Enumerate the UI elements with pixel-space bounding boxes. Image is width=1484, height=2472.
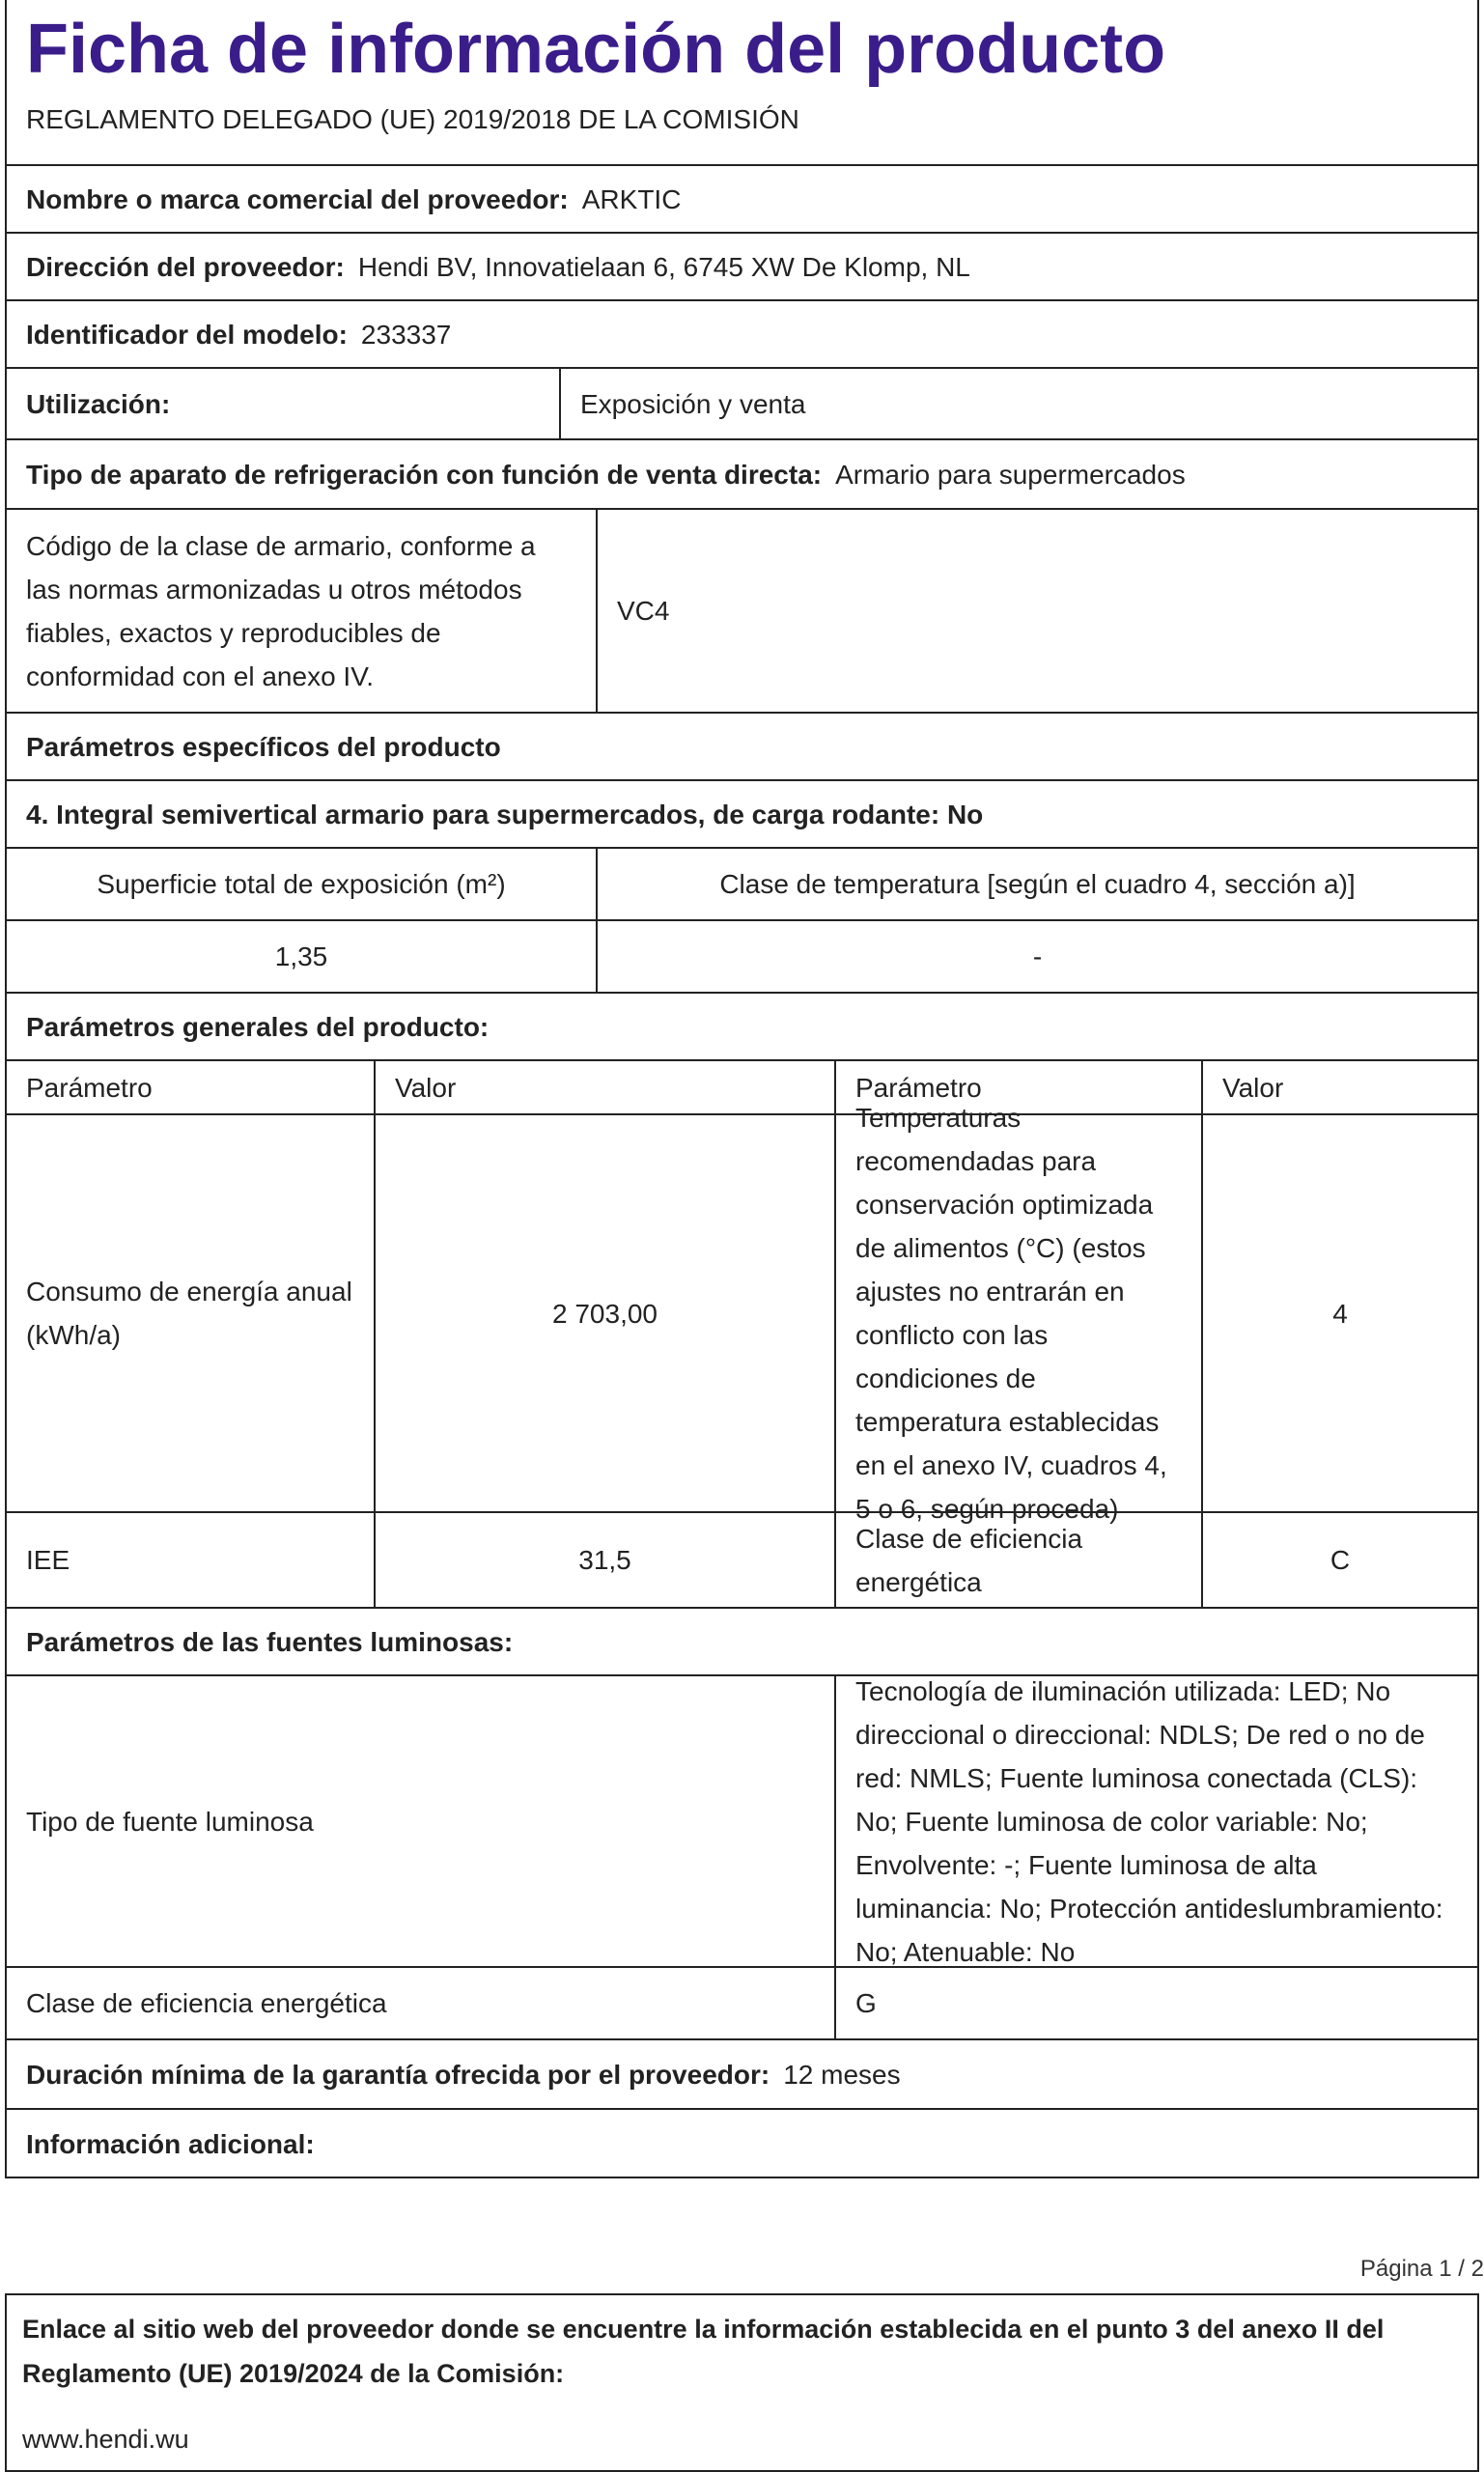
use-value: Exposición y venta <box>559 369 1477 438</box>
light-energy-class-label: Clase de eficiencia energética <box>26 1988 387 2018</box>
model-id-label: Identificador del modelo: <box>26 319 348 350</box>
general-params-heading: Parámetros generales del producto: <box>26 1011 490 1042</box>
specific-category-row <box>7 781 1477 849</box>
supplier-name-label: Nombre o marca comercial del proveedor: <box>26 183 569 214</box>
value-header: Valor <box>374 1061 834 1113</box>
model-id-row <box>7 301 1477 369</box>
energy-class-value: C <box>1201 1513 1477 1607</box>
regulation-reference: REGLAMENTO DELEGADO (UE) 2019/2018 DE LA COMISIÓN <box>26 104 799 134</box>
use-label: Utilización: <box>26 388 171 419</box>
parameter-header: Parámetro <box>834 1061 1201 1113</box>
appliance-type-value: Armario para supermercados <box>835 459 1186 490</box>
specific-params-heading: Parámetros específicos del producto <box>26 731 501 762</box>
supplier-website-text: Enlace al sitio web del proveedor donde se encuentre la información establecida en el punto 3 del anexo II del Reglamento (UE) 2019/2024 de la Comisión: <box>22 2315 1385 2388</box>
recommended-temperature-value: 4 <box>1201 1115 1477 1511</box>
specific-category: 4. Integral semivertical armario para supermercados, de carga rodante: No <box>26 799 984 829</box>
energy-class-label: Clase de eficiencia energética <box>834 1513 1201 1607</box>
light-source-type-row <box>7 1676 1477 1968</box>
page-title: Ficha de información del producto <box>26 11 1166 88</box>
recommended-temperature-label: Temperaturas recomendadas para conservación optimizada de alimentos (°C) (estos ajustes no entrarán en conflicto con las condiciones de temperatura establecidas en el anexo IV, cuadros 4, 5 o 6, según proceda) <box>834 1115 1201 1511</box>
cabinet-class-row <box>7 510 1477 714</box>
supplier-address-value: Hendi BV, Innovatielaan 6, 6745 XW De Klomp, NL <box>357 251 970 282</box>
value-header: Valor <box>1201 1061 1477 1113</box>
general-params-heading-row <box>7 994 1477 1061</box>
temperature-class-header: Clase de temperatura [según el cuadro 4, sección a)] <box>596 849 1477 919</box>
cabinet-class-label: Código de la clase de armario, conforme a las normas armonizadas u otros métodos fiables, exactos y reproducibles de conformidad con el anexo IV. <box>26 530 536 691</box>
additional-info-row <box>7 2110 1477 2178</box>
energy-consumption-value: 2 703,00 <box>374 1115 834 1511</box>
page-number: Página 1 / 2 <box>1359 2256 1484 2282</box>
cabinet-class-value: VC4 <box>596 510 1477 712</box>
energy-consumption-label: Consumo de energía anual (kWh/a) <box>26 1277 352 1350</box>
table-row <box>7 1103 1477 1524</box>
product-information-sheet <box>5 0 1479 2178</box>
header-block <box>7 0 1477 166</box>
eei-value: 31,5 <box>374 1513 834 1607</box>
warranty-row <box>7 2040 1477 2110</box>
specific-header-row <box>7 849 1477 921</box>
parameter-header: Parámetro <box>26 1072 153 1103</box>
supplier-name-row <box>7 166 1477 234</box>
model-id-value: 233337 <box>360 319 452 350</box>
additional-info-label: Información adicional: <box>26 2129 315 2159</box>
specific-params-heading-row <box>7 714 1477 781</box>
table-row <box>7 1513 1477 1609</box>
use-row <box>7 369 1477 440</box>
light-energy-class-row <box>7 1968 1477 2040</box>
appliance-type-label: Tipo de aparato de refrigeración con función de venta directa: <box>26 459 823 490</box>
light-source-type-value: Tecnología de iluminación utilizada: LED; No direccional o direccional: NDLS; De red o no de red: NMLS; Fuente luminosa conectada (CLS): No; Fuente luminosa de color variable: No; Envolvente: -; Fuente luminosa de alta luminancia: No; Protección antideslumbramiento: No; Atenuable: No <box>834 1676 1477 1966</box>
appliance-type-row <box>7 440 1477 510</box>
light-params-heading-row <box>7 1609 1477 1676</box>
warranty-value: 12 meses <box>783 2059 901 2090</box>
light-source-type-label: Tipo de fuente luminosa <box>26 1806 314 1837</box>
eei-label: IEE <box>26 1545 70 1575</box>
display-area-value: 1,35 <box>274 941 328 971</box>
light-energy-class-value: G <box>834 1968 1477 2038</box>
supplier-address-row <box>7 234 1477 301</box>
supplier-name-value: ARKTIC <box>581 183 682 214</box>
footer-box <box>5 2293 1479 2472</box>
specific-value-row <box>7 921 1477 994</box>
temperature-class-value: - <box>596 921 1477 992</box>
general-params-header-row <box>7 1061 1477 1115</box>
supplier-address-label: Dirección del proveedor: <box>26 251 345 282</box>
display-area-header: Superficie total de exposición (m²) <box>97 869 506 899</box>
supplier-website-link[interactable]: www.hendi.wu <box>22 2425 189 2454</box>
warranty-label: Duración mínima de la garantía ofrecida por el proveedor: <box>26 2059 770 2090</box>
light-params-heading: Parámetros de las fuentes luminosas: <box>26 1626 514 1657</box>
